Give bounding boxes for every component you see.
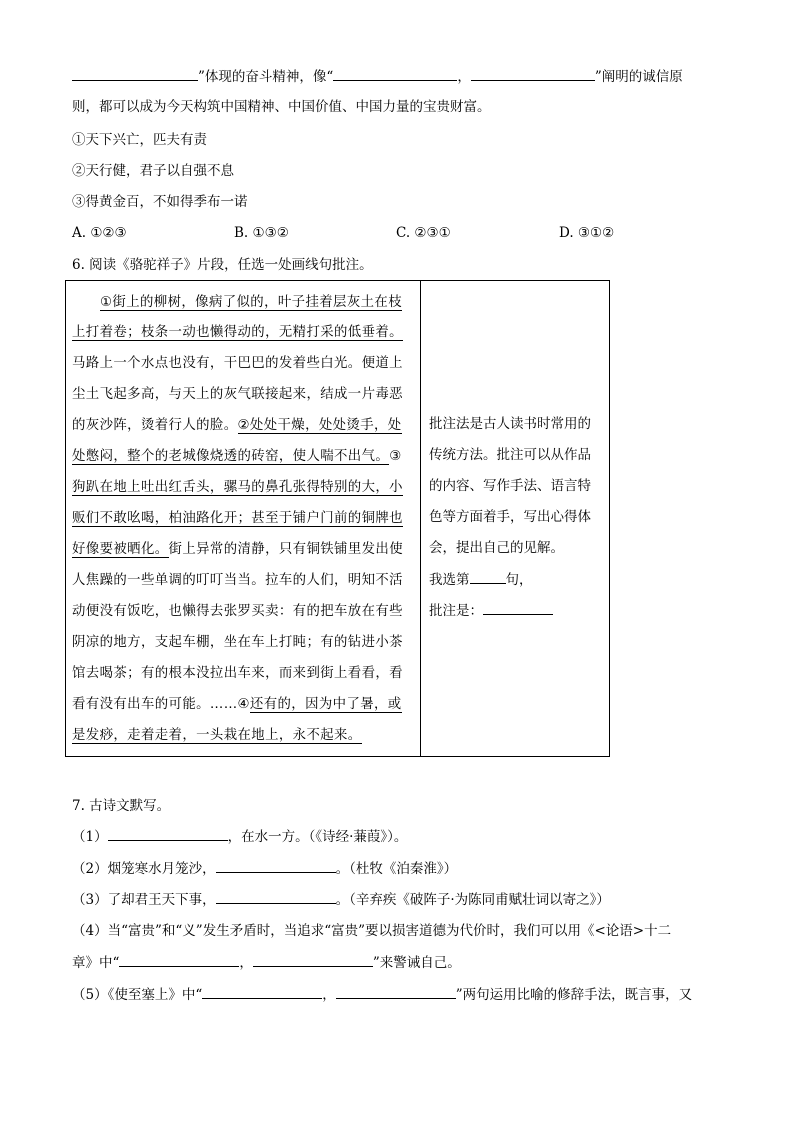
q7-item-4-line-2: 章》中“ ， ”来警诫自己。 <box>72 952 461 973</box>
answer-blank[interactable] <box>119 952 239 967</box>
underlined-sentence-1[interactable]: 上打着卷；枝条一动也懒得动的，无精打采的低垂着。 <box>72 325 403 340</box>
q5-item-1: ①天下兴亡，匹夫有责 <box>72 132 207 148</box>
sentence-number-blank[interactable] <box>470 569 506 584</box>
q7-item-4-line-1: （4）当“富贵”和“义”发生矛盾时，当追求“富贵”要以损害道德为代价时，我们可以用《<论语>十二 <box>72 923 672 939</box>
answer-blank[interactable] <box>216 858 336 873</box>
q5-option-d[interactable]: D. ③①② <box>559 225 615 241</box>
q7-item-3: （3）了却君王天下事， 。（辛弃疾《破阵子·为陈同甫赋壮词以寄之》） <box>72 889 610 910</box>
underlined-sentence-1[interactable]: ①街上的柳树，像病了似的，叶子挂着层灰土在枝 <box>100 295 403 310</box>
choice-line: 我选第 句， <box>429 569 533 590</box>
q5-line-2: 则，都可以成为今天构筑中国精神、中国价值、中国力量的宝贵财富。 <box>72 99 491 115</box>
q7-item-1: （1） ，在水一方。（《诗经·蒹葭》）。 <box>72 826 407 847</box>
underlined-sentence-2[interactable]: 处憋闷，整个的老城像烧透的砖窑，使人喘不出气。 <box>72 449 390 464</box>
q5-item-2: ②天行健，君子以自强不息 <box>72 163 234 179</box>
underlined-sentence-4[interactable]: 是发痧，走着走着，一头栽在地上，永不起来。 <box>72 728 362 743</box>
underlined-sentence-3[interactable]: 贩们不敢吆喝，柏油路化开；甚至于铺户门前的铜牌也 <box>72 511 403 526</box>
answer-blank[interactable] <box>333 66 457 81</box>
q5-option-a[interactable]: A. ①②③ <box>72 225 127 241</box>
q5-item-3: ③得黄金百，不如得季布一诺 <box>72 194 248 210</box>
q7-stem: 7. 古诗文默写。 <box>72 798 171 814</box>
answer-blank[interactable] <box>108 826 228 841</box>
underlined-sentence-3[interactable]: 好像要被晒化。 <box>72 542 169 557</box>
answer-blank[interactable] <box>471 66 595 81</box>
underlined-sentence-4[interactable]: 还有的，因为中了暑，或 <box>249 697 402 712</box>
answer-blank[interactable] <box>253 952 373 967</box>
answer-blank[interactable] <box>216 889 336 904</box>
answer-blank[interactable] <box>72 66 198 81</box>
annotation-line: 批注是： <box>429 600 553 621</box>
q7-item-5: （5）《使至塞上》中“ ， ”两句运用比喻的修辞手法，既言事，又 <box>72 984 692 1005</box>
underlined-sentence-2[interactable]: ②处处干燥，处处烫手，处 <box>237 418 402 433</box>
q6-stem: 6. 阅读《骆驼祥子》片段，任选一处画线句批注。 <box>72 257 373 273</box>
underlined-sentence-3[interactable]: 狗趴在地上吐出红舌头，骡马的鼻孔张得特别的大，小 <box>72 480 403 495</box>
answer-blank[interactable] <box>202 984 322 999</box>
annotation-blank[interactable] <box>483 600 553 615</box>
q7-item-2: （2）烟笼寒水月笼沙， 。（杜牧《泊秦淮》） <box>72 858 457 879</box>
q5-option-b[interactable]: B. ①③② <box>234 225 289 241</box>
q5-option-c[interactable]: C. ②③① <box>396 225 451 241</box>
q5-line-1: ”体现的奋斗精神，像“ ， ”阐明的诚信原 <box>72 66 683 87</box>
answer-blank[interactable] <box>336 984 456 999</box>
